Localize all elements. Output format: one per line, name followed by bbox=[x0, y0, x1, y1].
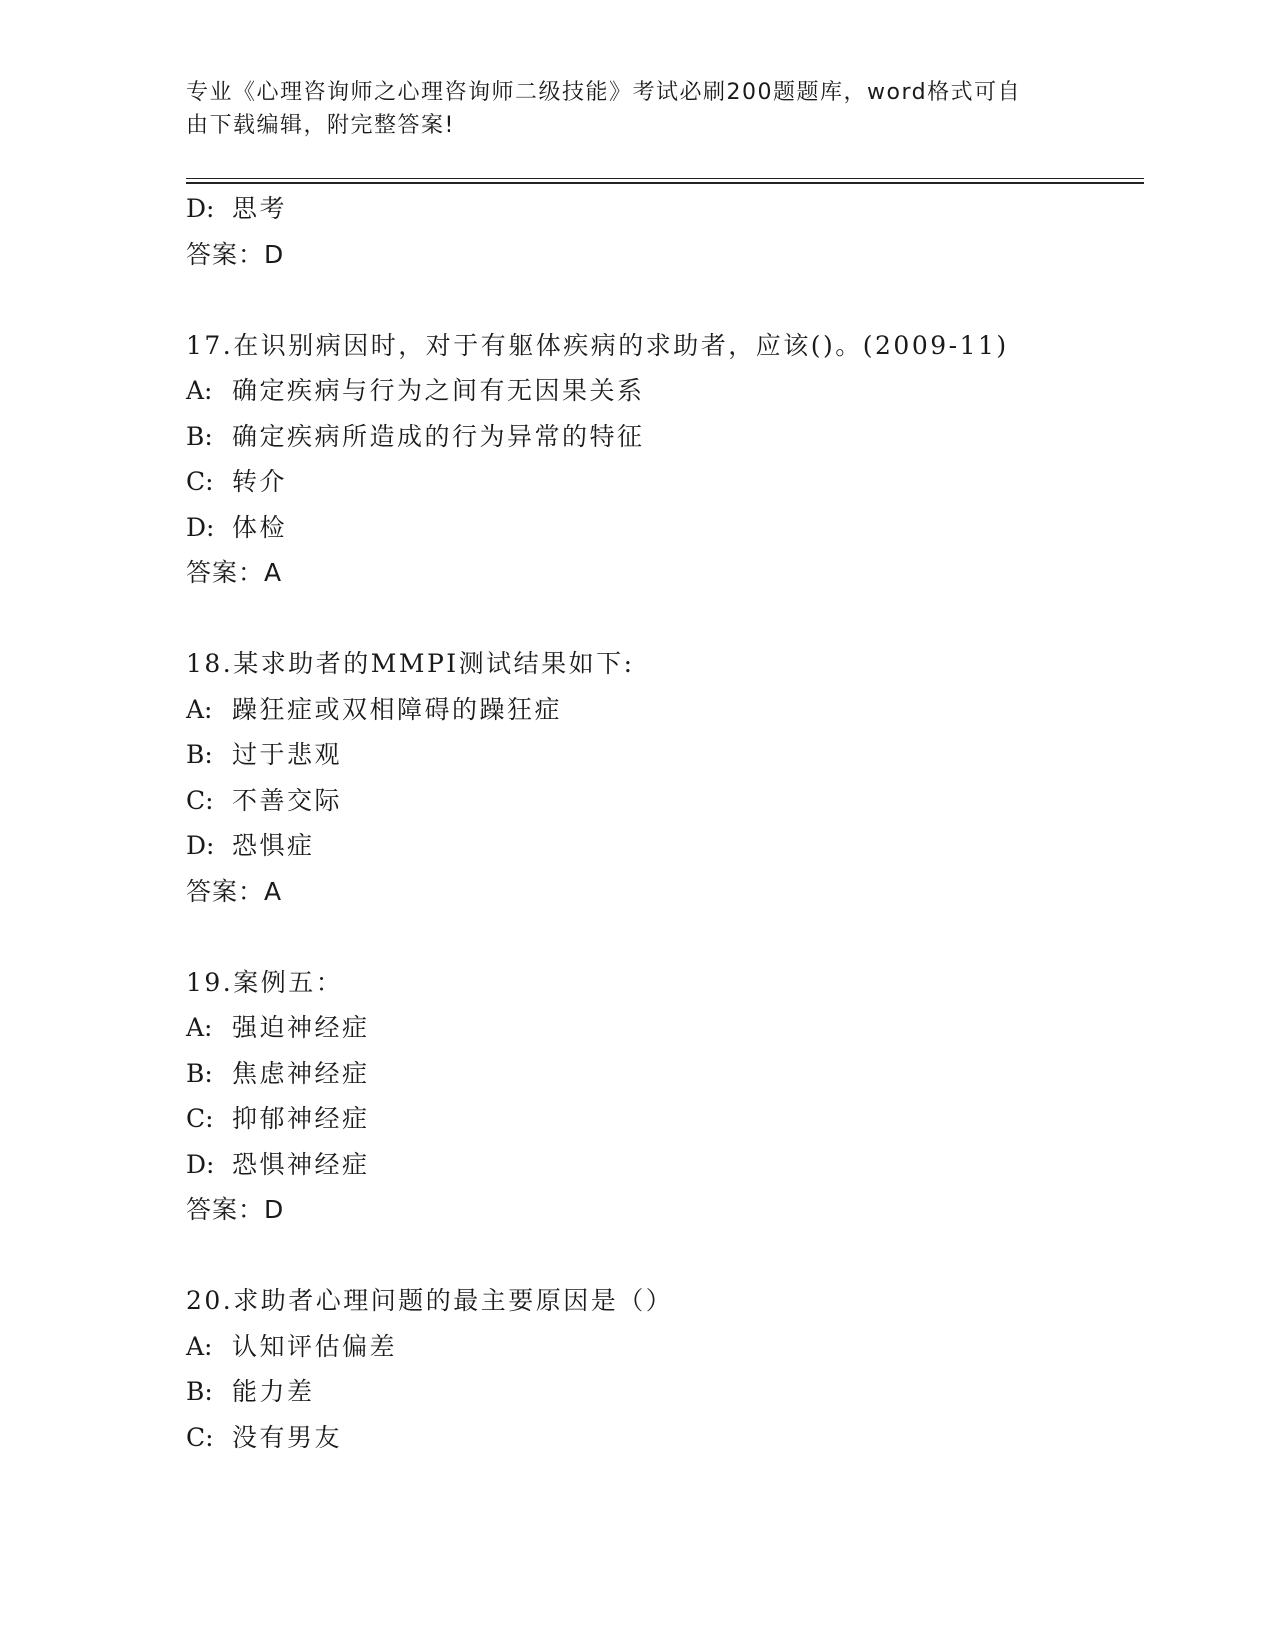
option-c bbox=[186, 1415, 1144, 1461]
option-text: 确定疾病所造成的行为异常的特征 bbox=[232, 421, 645, 451]
option-label: D: bbox=[186, 512, 215, 542]
option-text: 思考 bbox=[232, 194, 288, 223]
option-text: 不善交际 bbox=[232, 785, 343, 815]
header-line-1: 专业《心理咨询师之心理咨询师二级技能》考试必刷200题题库，word格式可自 bbox=[186, 80, 1022, 105]
question-stem: 18.某求助者的MMPI测试结果如下: bbox=[186, 649, 635, 678]
option-label: C: bbox=[186, 1422, 214, 1452]
option-b bbox=[186, 1369, 1144, 1415]
option-text: 体检 bbox=[232, 512, 288, 542]
question-stem: 19.案例五： bbox=[186, 967, 344, 997]
option-label: B: bbox=[186, 421, 213, 451]
option-text: 过于悲观 bbox=[232, 740, 343, 769]
option-label: A: bbox=[186, 694, 213, 724]
option-label: A: bbox=[186, 1331, 213, 1361]
question-stem: 17.在识别病因时，对于有躯体疾病的求助者，应该()。(2009-11) bbox=[186, 330, 1009, 360]
option-label: C: bbox=[186, 467, 214, 496]
option-label: D: bbox=[186, 194, 215, 223]
option-text: 确定疾病与行为之间有无因果关系 bbox=[232, 376, 645, 405]
option-d bbox=[186, 505, 1144, 551]
option-label: B: bbox=[186, 1058, 213, 1088]
spacer bbox=[186, 1233, 1144, 1279]
header-divider-thick bbox=[186, 182, 1144, 184]
option-d bbox=[186, 1142, 1144, 1188]
option-b bbox=[186, 732, 1144, 778]
option-b bbox=[186, 1051, 1144, 1097]
option-text: 恐惧症 bbox=[232, 831, 315, 860]
option-c bbox=[186, 778, 1144, 824]
header-line-2: 由下载编辑，附完整答案! bbox=[186, 113, 455, 138]
spacer bbox=[186, 596, 1144, 642]
option-a bbox=[186, 1324, 1144, 1370]
option-d bbox=[186, 186, 1144, 232]
option-a bbox=[186, 368, 1144, 414]
option-text: 转介 bbox=[232, 467, 288, 496]
answer-line: 答案：D bbox=[186, 1195, 285, 1224]
option-text: 抑郁神经症 bbox=[232, 1104, 370, 1133]
document-header bbox=[186, 76, 1066, 142]
spacer bbox=[186, 277, 1144, 323]
option-c bbox=[186, 459, 1144, 505]
option-label: C: bbox=[186, 785, 214, 815]
option-label: D: bbox=[186, 1149, 215, 1179]
header-divider-thin bbox=[186, 178, 1144, 179]
option-c bbox=[186, 1096, 1144, 1142]
option-label: D: bbox=[186, 831, 215, 860]
option-text: 恐惧神经症 bbox=[232, 1149, 370, 1179]
spacer bbox=[186, 914, 1144, 960]
option-text: 强迫神经症 bbox=[232, 1013, 370, 1042]
option-a bbox=[186, 687, 1144, 733]
option-text: 躁狂症或双相障碍的躁狂症 bbox=[232, 694, 563, 724]
option-text: 焦虑神经症 bbox=[232, 1058, 370, 1088]
question-stem: 20.求助者心理问题的最主要原因是（） bbox=[186, 1286, 674, 1315]
answer-line: 答案：D bbox=[186, 239, 285, 269]
option-text: 能力差 bbox=[232, 1377, 315, 1406]
option-label: A: bbox=[186, 376, 213, 405]
answer-line: 答案：A bbox=[186, 876, 283, 906]
question-list bbox=[186, 186, 1144, 1460]
option-label: B: bbox=[186, 740, 213, 769]
option-label: C: bbox=[186, 1104, 214, 1133]
option-label: A: bbox=[186, 1013, 213, 1042]
option-b bbox=[186, 414, 1144, 460]
option-text: 认知评估偏差 bbox=[232, 1331, 398, 1361]
option-label: B: bbox=[186, 1377, 213, 1406]
option-text: 没有男友 bbox=[232, 1422, 343, 1452]
answer-line: 答案：A bbox=[186, 558, 283, 587]
option-d bbox=[186, 823, 1144, 869]
option-a bbox=[186, 1005, 1144, 1051]
